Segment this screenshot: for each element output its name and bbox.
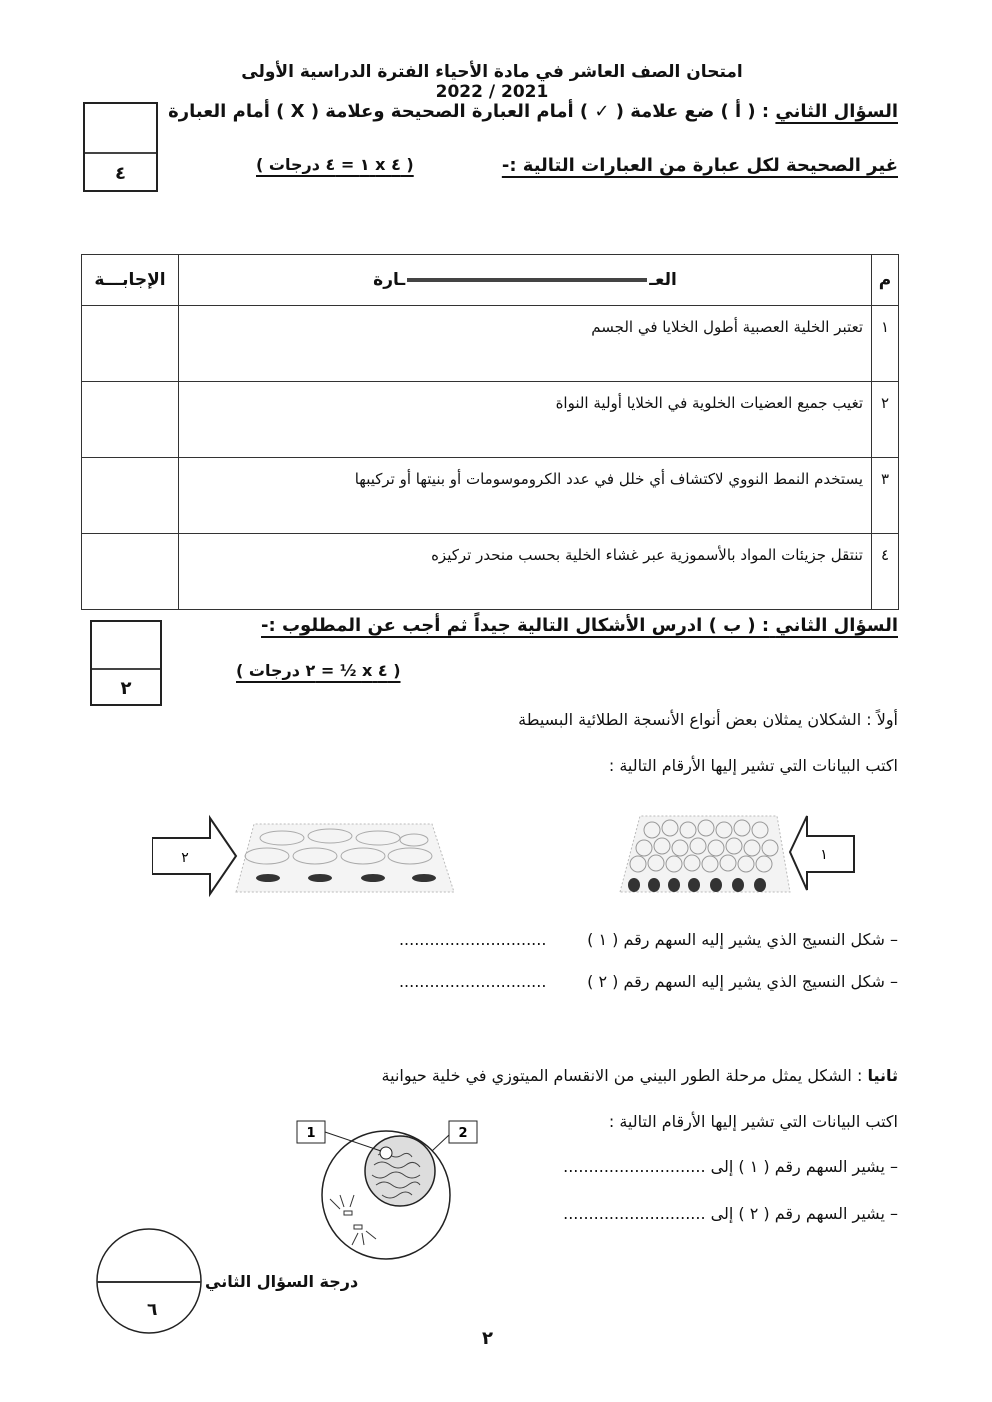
question-a-marks: ( ٤ x ١ = ٤ درجات ) xyxy=(256,155,414,174)
score-box-part-b xyxy=(90,620,162,706)
table-row xyxy=(82,534,899,610)
row-number: ٣ xyxy=(872,458,899,534)
header-statement xyxy=(179,255,872,306)
question-grade-value: ٦ xyxy=(147,1300,158,1320)
row-number: ٢ xyxy=(872,382,899,458)
question-text: – شكل النسيج الذي يشير إليه السهم رقم ( ٢ ) xyxy=(587,972,898,991)
score-box-empty-cell xyxy=(92,622,160,670)
answer-blank[interactable]: ............................. xyxy=(398,972,547,991)
answer-cell[interactable] xyxy=(82,534,179,610)
table-row xyxy=(82,458,899,534)
row-number: ٤ xyxy=(872,534,899,610)
answer-cell[interactable] xyxy=(82,306,179,382)
score-box-value: ٤ xyxy=(115,162,126,184)
part-two-text: : الشكل يمثل مرحلة الطور البيني من الانقسام الميتوزي في خلية حيوانية xyxy=(381,1066,863,1085)
question-text: – يشير السهم رقم ( ١ ) إلى xyxy=(710,1157,898,1176)
part-two-instruction: اكتب البيانات التي تشير إليها الأرقام التالية : xyxy=(608,1112,898,1131)
cuboidal-epithelium-figure xyxy=(612,808,862,898)
answer-blank[interactable]: ............................ xyxy=(563,1204,706,1223)
question-label: السؤال الثاني xyxy=(775,615,898,636)
nuclear-envelope-shape xyxy=(365,1136,435,1206)
row-statement: تنتقل جزيئات المواد بالأسموزية عبر غشاء الخلية بحسب منحدر تركيزه xyxy=(179,534,872,610)
answer-cell[interactable] xyxy=(82,458,179,534)
question-b-text: : ( ب ) ادرس الأشكال التالية جيداً ثم أجب عن المطلوب :- xyxy=(261,615,770,636)
table-row xyxy=(82,306,899,382)
row-statement: تعتبر الخلية العصبية أطول الخلايا في الجسم xyxy=(179,306,872,382)
question-a-instruction-line1 xyxy=(168,101,898,122)
label-2: 2 xyxy=(458,1126,468,1141)
nucleolus-shape xyxy=(380,1147,392,1159)
question-a-text: : ( أ ) ضع علامة ( ✓ ) أمام العبارة الصحيحة وعلامة ( X ) أمام العبارة xyxy=(168,101,770,122)
answer-blank[interactable]: ............................. xyxy=(398,930,547,949)
statements-table xyxy=(81,254,899,610)
interphase-cell-figure xyxy=(292,1115,482,1260)
question-grade-label: درجة السؤال الثاني xyxy=(205,1272,359,1291)
header-kashida-bar xyxy=(407,278,647,282)
part-two-label: ثانيا xyxy=(867,1066,898,1085)
part-one-intro: أولاً : الشكلان يمثلان بعض أنواع الأنسجة الطلائية البسيطة xyxy=(518,710,898,729)
header-answer: الإجابـــة xyxy=(82,255,179,306)
row-statement: يستخدم النمط النووي لاكتشاف أي خلل في عدد الكروموسومات أو بنيتها أو تركيبها xyxy=(179,458,872,534)
exam-title: امتحان الصف العاشر في مادة الأحياء الفترة الدراسية الأولى 2021 / 2022 xyxy=(241,62,743,102)
score-box-empty-cell xyxy=(85,104,156,154)
question-label: السؤال الثاني xyxy=(775,101,898,122)
header-statement-start: العـ xyxy=(649,270,677,290)
score-box-part-a xyxy=(83,102,158,192)
part-one-instruction: اكتب البيانات التي تشير إليها الأرقام التالية : xyxy=(608,756,898,775)
row-statement: تغيب جميع العضيات الخلوية في الخلايا أولية النواة xyxy=(179,382,872,458)
table-row xyxy=(82,382,899,458)
label-1: 1 xyxy=(306,1126,316,1141)
row-number: ١ xyxy=(872,306,899,382)
header-statement-end: ـارة xyxy=(373,270,406,290)
part-two-question-2 xyxy=(563,1204,898,1223)
arrow-1-label: ١ xyxy=(820,847,828,863)
question-b-instruction xyxy=(261,615,898,636)
part-two-question-1 xyxy=(563,1157,898,1176)
question-a-instruction-line2: غير الصحيحة لكل عبارة من العبارات التالية :- xyxy=(501,155,898,176)
part-one-question-2 xyxy=(399,972,898,991)
answer-blank[interactable]: ............................ xyxy=(563,1157,706,1176)
squamous-epithelium-figure xyxy=(152,812,462,898)
page-number: ٢ xyxy=(482,1328,493,1349)
arrow-2-icon xyxy=(152,818,236,894)
question-text: – شكل النسيج الذي يشير إليه السهم رقم ( ١ ) xyxy=(587,930,898,949)
answer-cell[interactable] xyxy=(82,382,179,458)
question-text: – يشير السهم رقم ( ٢ ) إلى xyxy=(710,1204,898,1223)
score-box-value: ٢ xyxy=(120,677,132,699)
header-number: م xyxy=(872,255,899,306)
part-one-question-1 xyxy=(399,930,898,949)
question-b-marks: ( ٤ x ½ = ٢ درجات ) xyxy=(236,661,401,680)
part-two-intro xyxy=(382,1066,898,1085)
table-header-row xyxy=(82,255,899,306)
arrow-2-label: ٢ xyxy=(181,850,189,866)
